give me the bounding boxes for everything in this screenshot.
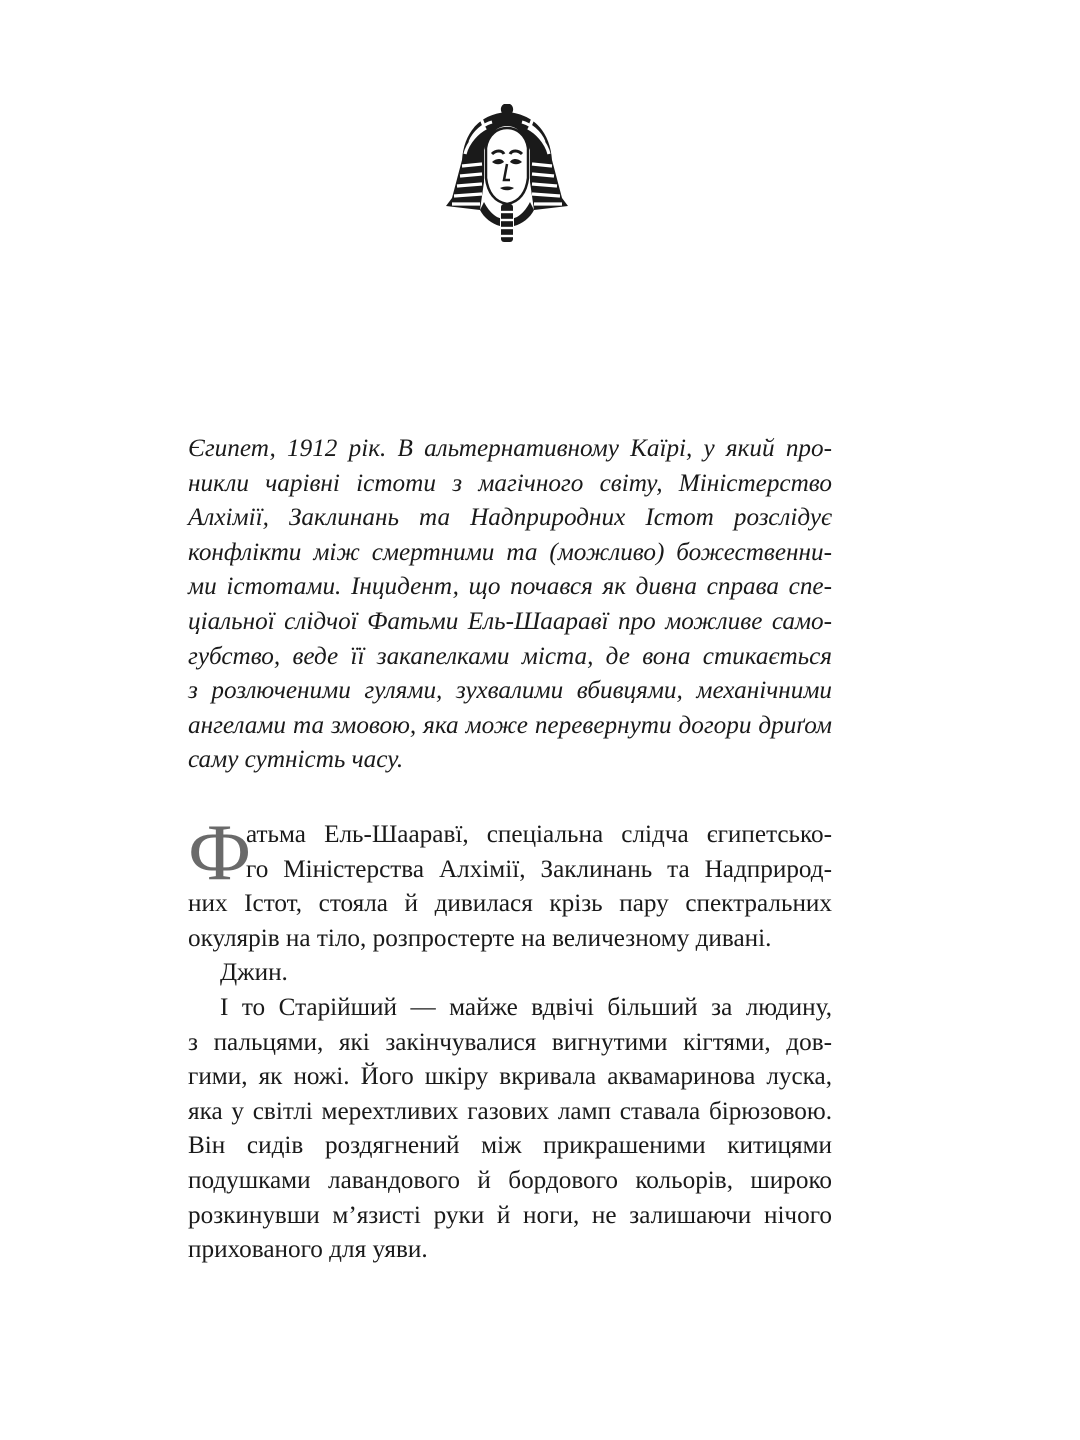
body-line: подушками лавандового й бордового кольорів, широко: [188, 1166, 832, 1194]
body-line: го Міністерства Алхімії, Заклинань та Надприрод-: [246, 855, 832, 883]
drop-cap-block: [188, 809, 832, 897]
body-line: І то Старійший — майже вдвічі більший за людину,: [220, 993, 832, 1021]
body-line: Джин.: [220, 959, 288, 987]
body-line: розкинувши м’язисті руки й ноги, не залишаючи нічого: [188, 1201, 832, 1229]
drop-cap: Ф: [188, 809, 252, 897]
annotation-line: Єгипет, 1912 рік. В альтернативному Каїрі, у який про-: [188, 435, 832, 462]
body-line: з пальцями, які закінчувалися вигнутими кігтями, дов-: [188, 1028, 832, 1056]
body-line: окулярів на тіло, розпростерте на величезному дивані.: [188, 924, 772, 952]
book-annotation: [188, 432, 832, 778]
annotation-line: конфлікти між смертними та (можливо) божественни-: [188, 538, 832, 566]
annotation-line: Алхімії, Заклинань та Надприродних Істот розслідує: [188, 504, 832, 532]
body-line: прихованого для уяви.: [188, 1236, 428, 1264]
chapter-body: [188, 809, 832, 1268]
body-line: них Істот, стояла й дивилася крізь пару спектральних: [188, 890, 832, 918]
pharaoh-mask-icon: [440, 102, 574, 250]
annotation-line: саму сутність часу.: [188, 746, 404, 774]
annotation-line: никли чарівні істоти з магічного світу, Міністерство: [188, 469, 832, 497]
annotation-line: губство, веде її закапелками міста, де вона стикається: [188, 642, 832, 670]
annotation-line: ціальної слідчої Фатьми Ель-Шааравї про можливе само-: [188, 607, 832, 635]
body-line: Він сидів роздягнений між прикрашеними китицями: [188, 1132, 832, 1160]
body-line: яка у світлі мерехтливих газових ламп ставала бірюзовою.: [188, 1097, 832, 1125]
annotation-line: ангелами та змовою, яка може перевернути догори дриґом: [188, 711, 832, 739]
body-line: гими, як ножі. Його шкіру вкривала аквамаринова луска,: [188, 1063, 832, 1091]
body-line: атьма Ель-Шааравї, спеціальна слідча єгипетсько-: [246, 821, 832, 848]
annotation-line: ми істотами. Інцидент, що почався як дивна справа спе-: [188, 573, 832, 601]
annotation-line: з розлюченими гулями, зухвалими вбивцями, механічними: [188, 677, 832, 705]
